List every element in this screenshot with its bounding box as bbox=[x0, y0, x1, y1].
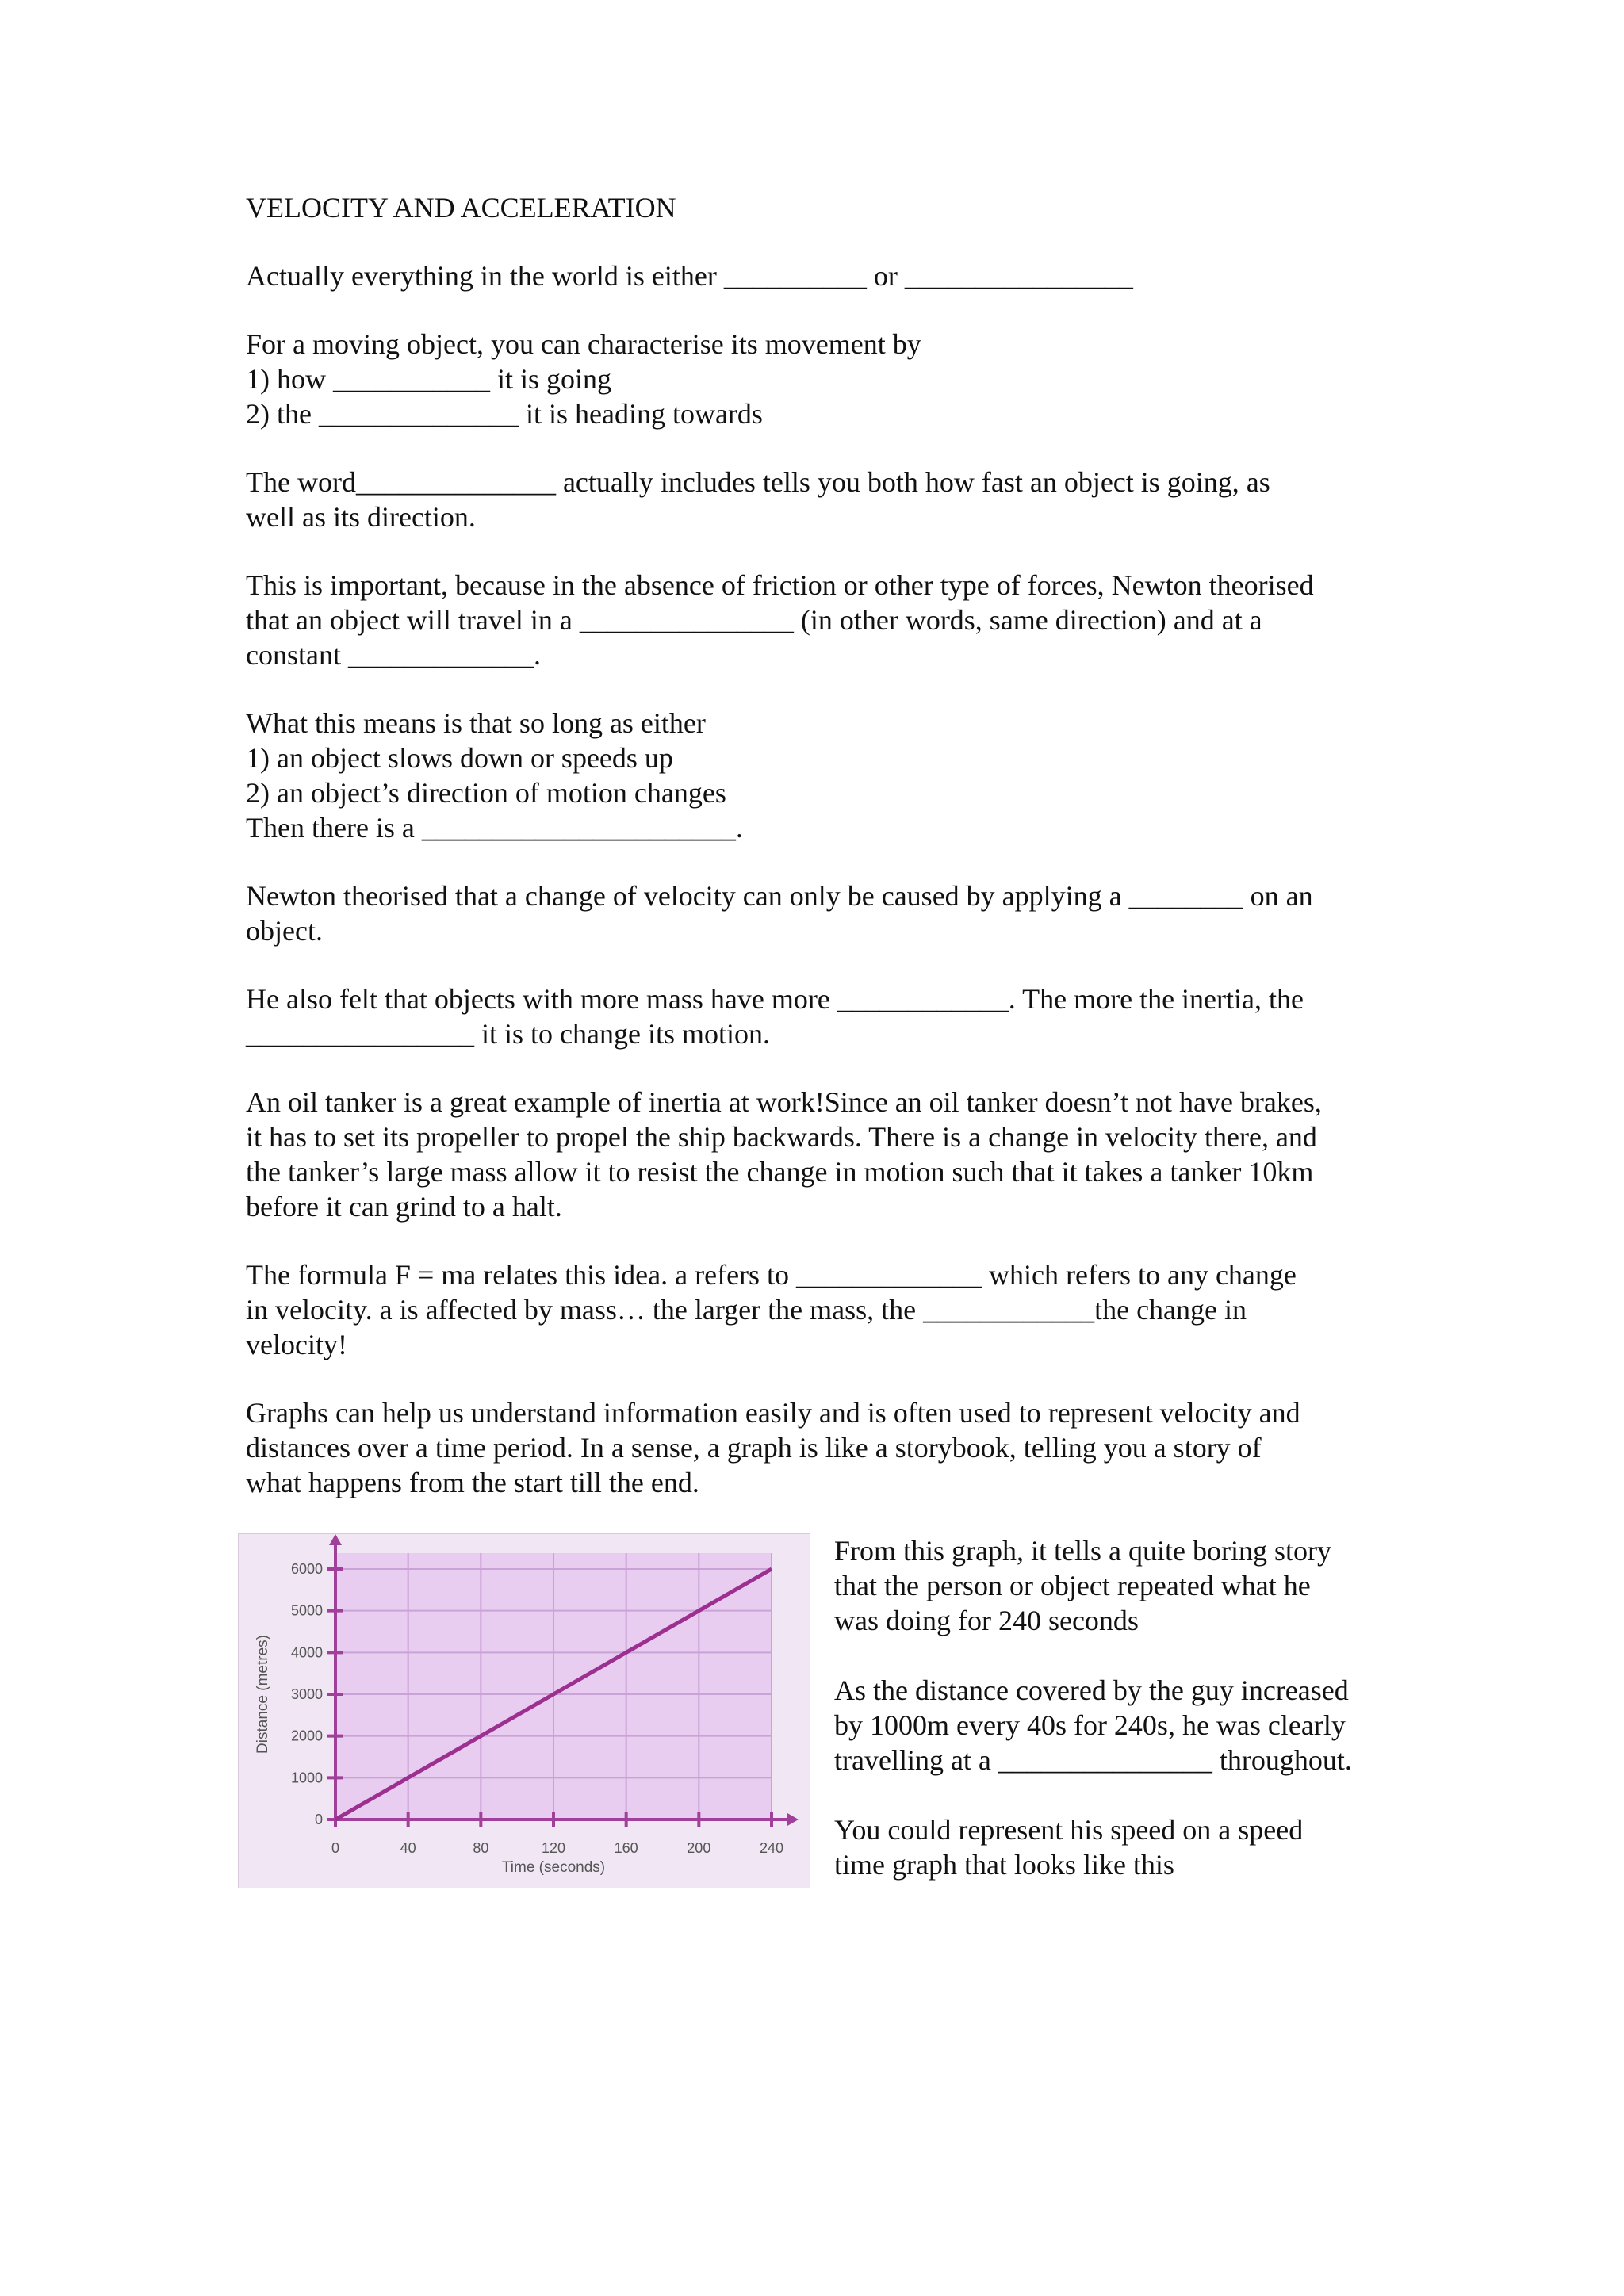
y-tick-label: 4000 bbox=[290, 1644, 323, 1661]
distance-time-graph bbox=[238, 1533, 810, 1888]
side-paragraph-3 bbox=[834, 1812, 1405, 1882]
text-line: it has to set its propeller to propel the ship backwards. There is a change in velocity there, and bbox=[246, 1121, 1317, 1153]
text-line: constant _____________. bbox=[246, 639, 541, 671]
text-line: ________________ it is to change its motion. bbox=[246, 1018, 770, 1050]
text-line: What this means is that so long as either bbox=[246, 707, 706, 739]
text-line: velocity! bbox=[246, 1329, 347, 1360]
text-line: As the distance covered by the guy increased bbox=[834, 1674, 1349, 1706]
text-line: 2) an object’s direction of motion changes bbox=[246, 777, 726, 809]
side-paragraph-2 bbox=[834, 1673, 1405, 1777]
y-tick-label: 1000 bbox=[290, 1770, 323, 1786]
text-line: This is important, because in the absence of friction or other type of forces, Newton theorised bbox=[246, 569, 1314, 601]
body-paragraph-8 bbox=[246, 1085, 1388, 1224]
graph-description bbox=[834, 1533, 1405, 1917]
body-paragraph-4 bbox=[246, 568, 1388, 672]
text-line: Graphs can help us understand information easily and is often used to represent velocity and bbox=[246, 1397, 1300, 1429]
text-line: The formula F = ma relates this idea. a refers to _____________ which refers to any change bbox=[246, 1259, 1297, 1291]
text-line: well as its direction. bbox=[246, 501, 476, 533]
text-line: For a moving object, you can characterise its movement by bbox=[246, 328, 921, 360]
text-line: 2) the ______________ it is heading towards bbox=[246, 398, 763, 430]
text-line: distances over a time period. In a sense, a graph is like a storybook, telling you a story of bbox=[246, 1432, 1262, 1464]
text-line: 1) how ___________ it is going bbox=[246, 363, 612, 395]
x-tick-label: 160 bbox=[614, 1840, 638, 1856]
x-tick-label: 80 bbox=[473, 1840, 489, 1856]
y-tick-label: 2000 bbox=[290, 1728, 323, 1744]
x-tick-label: 40 bbox=[400, 1840, 416, 1856]
page-title: VELOCITY AND ACCELERATION bbox=[246, 192, 676, 224]
body-paragraph-7 bbox=[246, 982, 1388, 1051]
text-line: was doing for 240 seconds bbox=[834, 1605, 1139, 1636]
text-line: Actually everything in the world is either __________ or ________________ bbox=[246, 260, 1133, 292]
text-line: Then there is a ______________________. bbox=[246, 812, 743, 844]
text-line: Newton theorised that a change of velocity can only be caused by applying a ________ on an bbox=[246, 880, 1313, 912]
text-line: He also felt that objects with more mass have more ____________. The more the inertia, the bbox=[246, 983, 1304, 1015]
text-line: The word______________ actually includes tells you both how fast an object is going, as bbox=[246, 466, 1270, 498]
text-line: From this graph, it tells a quite boring story bbox=[834, 1535, 1331, 1567]
side-paragraph-1 bbox=[834, 1533, 1405, 1638]
body-paragraph-6 bbox=[246, 878, 1388, 948]
x-tick-label: 120 bbox=[541, 1840, 566, 1856]
text-line: the tanker’s large mass allow it to resist the change in motion such that it takes a tanker 10km bbox=[246, 1156, 1314, 1188]
x-axis-arrow bbox=[787, 1813, 799, 1826]
text-line: 1) an object slows down or speeds up bbox=[246, 742, 673, 774]
text-line: before it can grind to a halt. bbox=[246, 1191, 562, 1223]
text-line: You could represent his speed on a speed bbox=[834, 1814, 1304, 1846]
y-tick-label: 5000 bbox=[290, 1602, 323, 1619]
body-paragraph-5 bbox=[246, 706, 1388, 845]
body-paragraph-10 bbox=[246, 1395, 1388, 1500]
body-text bbox=[246, 258, 1388, 1500]
body-paragraph-1 bbox=[246, 258, 1388, 293]
text-line: that an object will travel in a _______________ (in other words, same direction) and at a bbox=[246, 604, 1262, 636]
x-tick-label: 0 bbox=[331, 1840, 340, 1856]
body-paragraph-9 bbox=[246, 1257, 1388, 1362]
text-line: An oil tanker is a great example of inertia at work!Since an oil tanker doesn’t not have brakes, bbox=[246, 1086, 1322, 1118]
graph-section bbox=[246, 1533, 1388, 1898]
y-tick-label: 0 bbox=[314, 1812, 323, 1827]
text-line: travelling at a _______________ throughout. bbox=[834, 1744, 1352, 1776]
body-paragraph-2 bbox=[246, 327, 1388, 431]
y-axis-label: Distance (metres) bbox=[255, 1635, 271, 1754]
y-tick-label: 6000 bbox=[290, 1561, 323, 1577]
text-line: time graph that looks like this bbox=[834, 1849, 1174, 1881]
body-paragraph-3 bbox=[246, 465, 1388, 534]
text-line: what happens from the start till the end. bbox=[246, 1467, 699, 1498]
distance-time-chart bbox=[239, 1534, 810, 1888]
worksheet-page bbox=[246, 190, 1388, 1898]
x-axis-label: Time (seconds) bbox=[501, 1859, 606, 1876]
x-tick-label: 240 bbox=[759, 1840, 784, 1856]
text-line: that the person or object repeated what he bbox=[834, 1570, 1311, 1601]
text-line: in velocity. a is affected by mass… the larger the mass, the ____________the change in bbox=[246, 1294, 1247, 1326]
y-axis-arrow bbox=[329, 1534, 342, 1545]
y-tick-label: 3000 bbox=[290, 1686, 323, 1702]
text-line: object. bbox=[246, 915, 323, 947]
text-line: by 1000m every 40s for 240s, he was clearly bbox=[834, 1709, 1346, 1741]
x-tick-label: 200 bbox=[687, 1840, 711, 1856]
